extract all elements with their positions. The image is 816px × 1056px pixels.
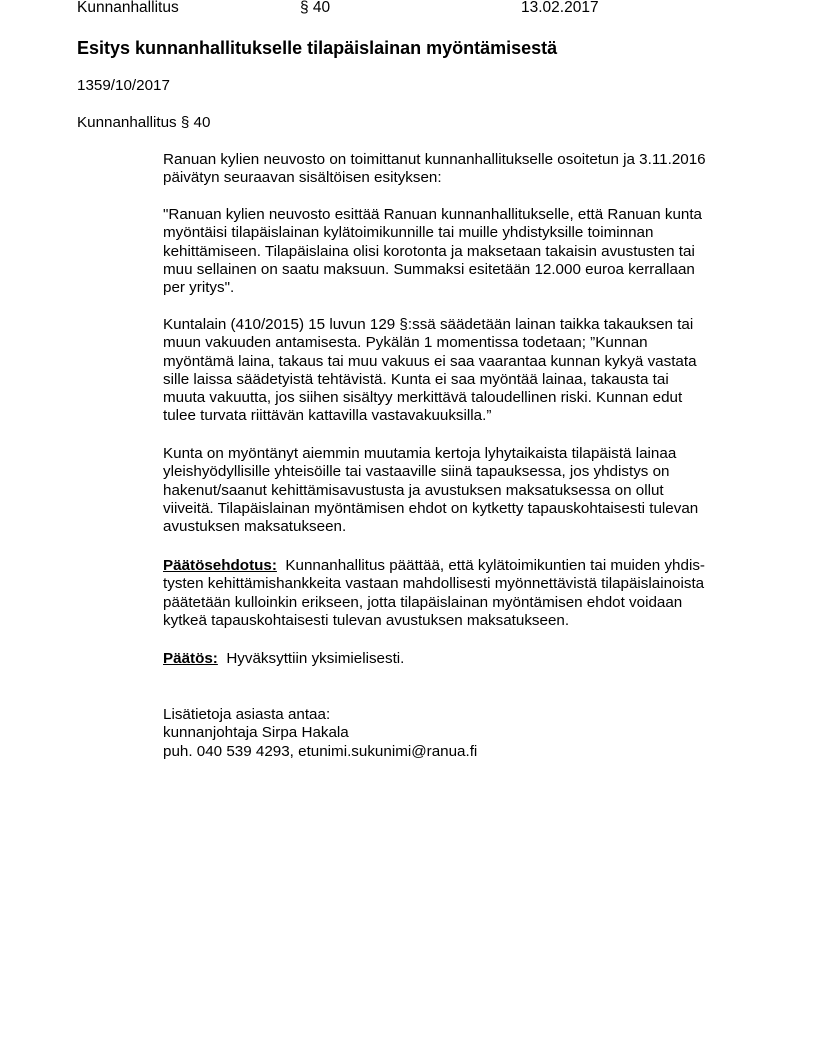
decision [163,650,763,668]
text-line: kehittämiseen. Tilapäislaina olisi korotonta ja maksetaan takaisin avustusten tai [163,242,695,260]
text-line: päätetään kulloinkin erikseen, jotta tilapäislainan myöntämisen ehdot voidaan [163,593,683,611]
text-line: sille laissa säädetyistä tehtävistä. Kunta ei saa myöntää lainaa, takausta tai [163,370,669,388]
paragraph-quoted-proposal [163,206,763,297]
text-line: viiveitä. Tilapäislainan myöntämisen ehdot on kytketty tapauskohtaisesti tulevan [163,499,699,517]
text-line: muu sellainen on saatu maksuun. Summaksi esitetään 12.000 euroa kerrallaan [163,260,695,278]
text-line: päivätyn seuraavan sisältöisen esityksen: [163,169,442,187]
text-line: tulee turvata riittävän kattavilla vastavakuuksilla.” [163,407,492,425]
text-line: myöntäisi tilapäislainan kylätoimikunnille tai muille yhdistyksille toiminnan [163,224,654,242]
contact-intro: Lisätietoja asiasta antaa: [163,706,331,723]
proposal-first-line [163,557,763,575]
header-date: 13.02.2017 [521,0,599,16]
text-line: muuta vakuutta, jos siihen sisältyy merkittävä taloudellinen riski. Kunnan edut [163,389,683,407]
text-line: per yritys". [163,279,235,297]
text-line: Kunta on myöntänyt aiemmin muutamia kertoja lyhytaikaista tilapäistä lainaa [163,445,677,462]
header-section: § 40 [300,0,331,16]
decision-label: Päätös: [163,650,218,667]
proposal-first-text: Kunnanhallitus päättää, että kylätoimikuntien tai muiden yhdis- [285,557,705,574]
paragraph-municipal-law [163,316,763,426]
text-line: muun vakuuden antamisesta. Pykälän 1 momentissa todetaan; ”Kunnan [163,334,648,352]
text-line: "Ranuan kylien neuvosto esittää Ranuan kunnanhallitukselle, että Ranuan kunta [163,206,703,223]
contact-person: kunnanjohtaja Sirpa Hakala [163,724,349,742]
text-line: kytkeä tapauskohtaisesti tulevan avustuksen maksatukseen. [163,611,570,629]
text-line: tysten kehittämishankkeita vastaan mahdollisesti myönnettävistä tilapäislainoista [163,575,705,593]
proposal-label: Päätösehdotus: [163,557,277,574]
text-line: myöntämä laina, takaus tai muu vakuus ei saa vaarantaa kunnan kykyä vastata [163,352,697,370]
diary-number: 1359/10/2017 [77,77,170,94]
document-title: Esitys kunnanhallitukselle tilapäislainan myöntämisestä [77,38,558,58]
header-body: Kunnanhallitus [77,0,179,16]
text-line: Ranuan kylien neuvosto on toimittanut kunnanhallitukselle osoitetun ja 3.11.2016 [163,151,706,168]
text-line: avustuksen maksatukseen. [163,518,347,536]
paragraph-intro [163,151,763,188]
contact-details: puh. 040 539 4293, etunimi.sukunimi@ranua.fi [163,742,478,760]
section-reference: Kunnanhallitus § 40 [77,114,211,131]
decision-proposal [163,557,763,630]
paragraph-prior-loans [163,445,763,536]
text-line: Kuntalain (410/2015) 15 luvun 129 §:ssä säädetään lainan taikka takauksen tai [163,316,694,333]
decision-text: Hyväksyttiin yksimielisesti. [226,650,405,667]
contact-info [163,706,763,761]
decision-line [163,650,763,668]
text-line: yleishyödyllisille yhteisöille tai vastaaville siinä tapauksessa, jos yhdistys on [163,463,670,481]
text-line: hakenut/saanut kehittämisavustusta ja avustuksen maksatuksessa on ollut [163,481,664,499]
